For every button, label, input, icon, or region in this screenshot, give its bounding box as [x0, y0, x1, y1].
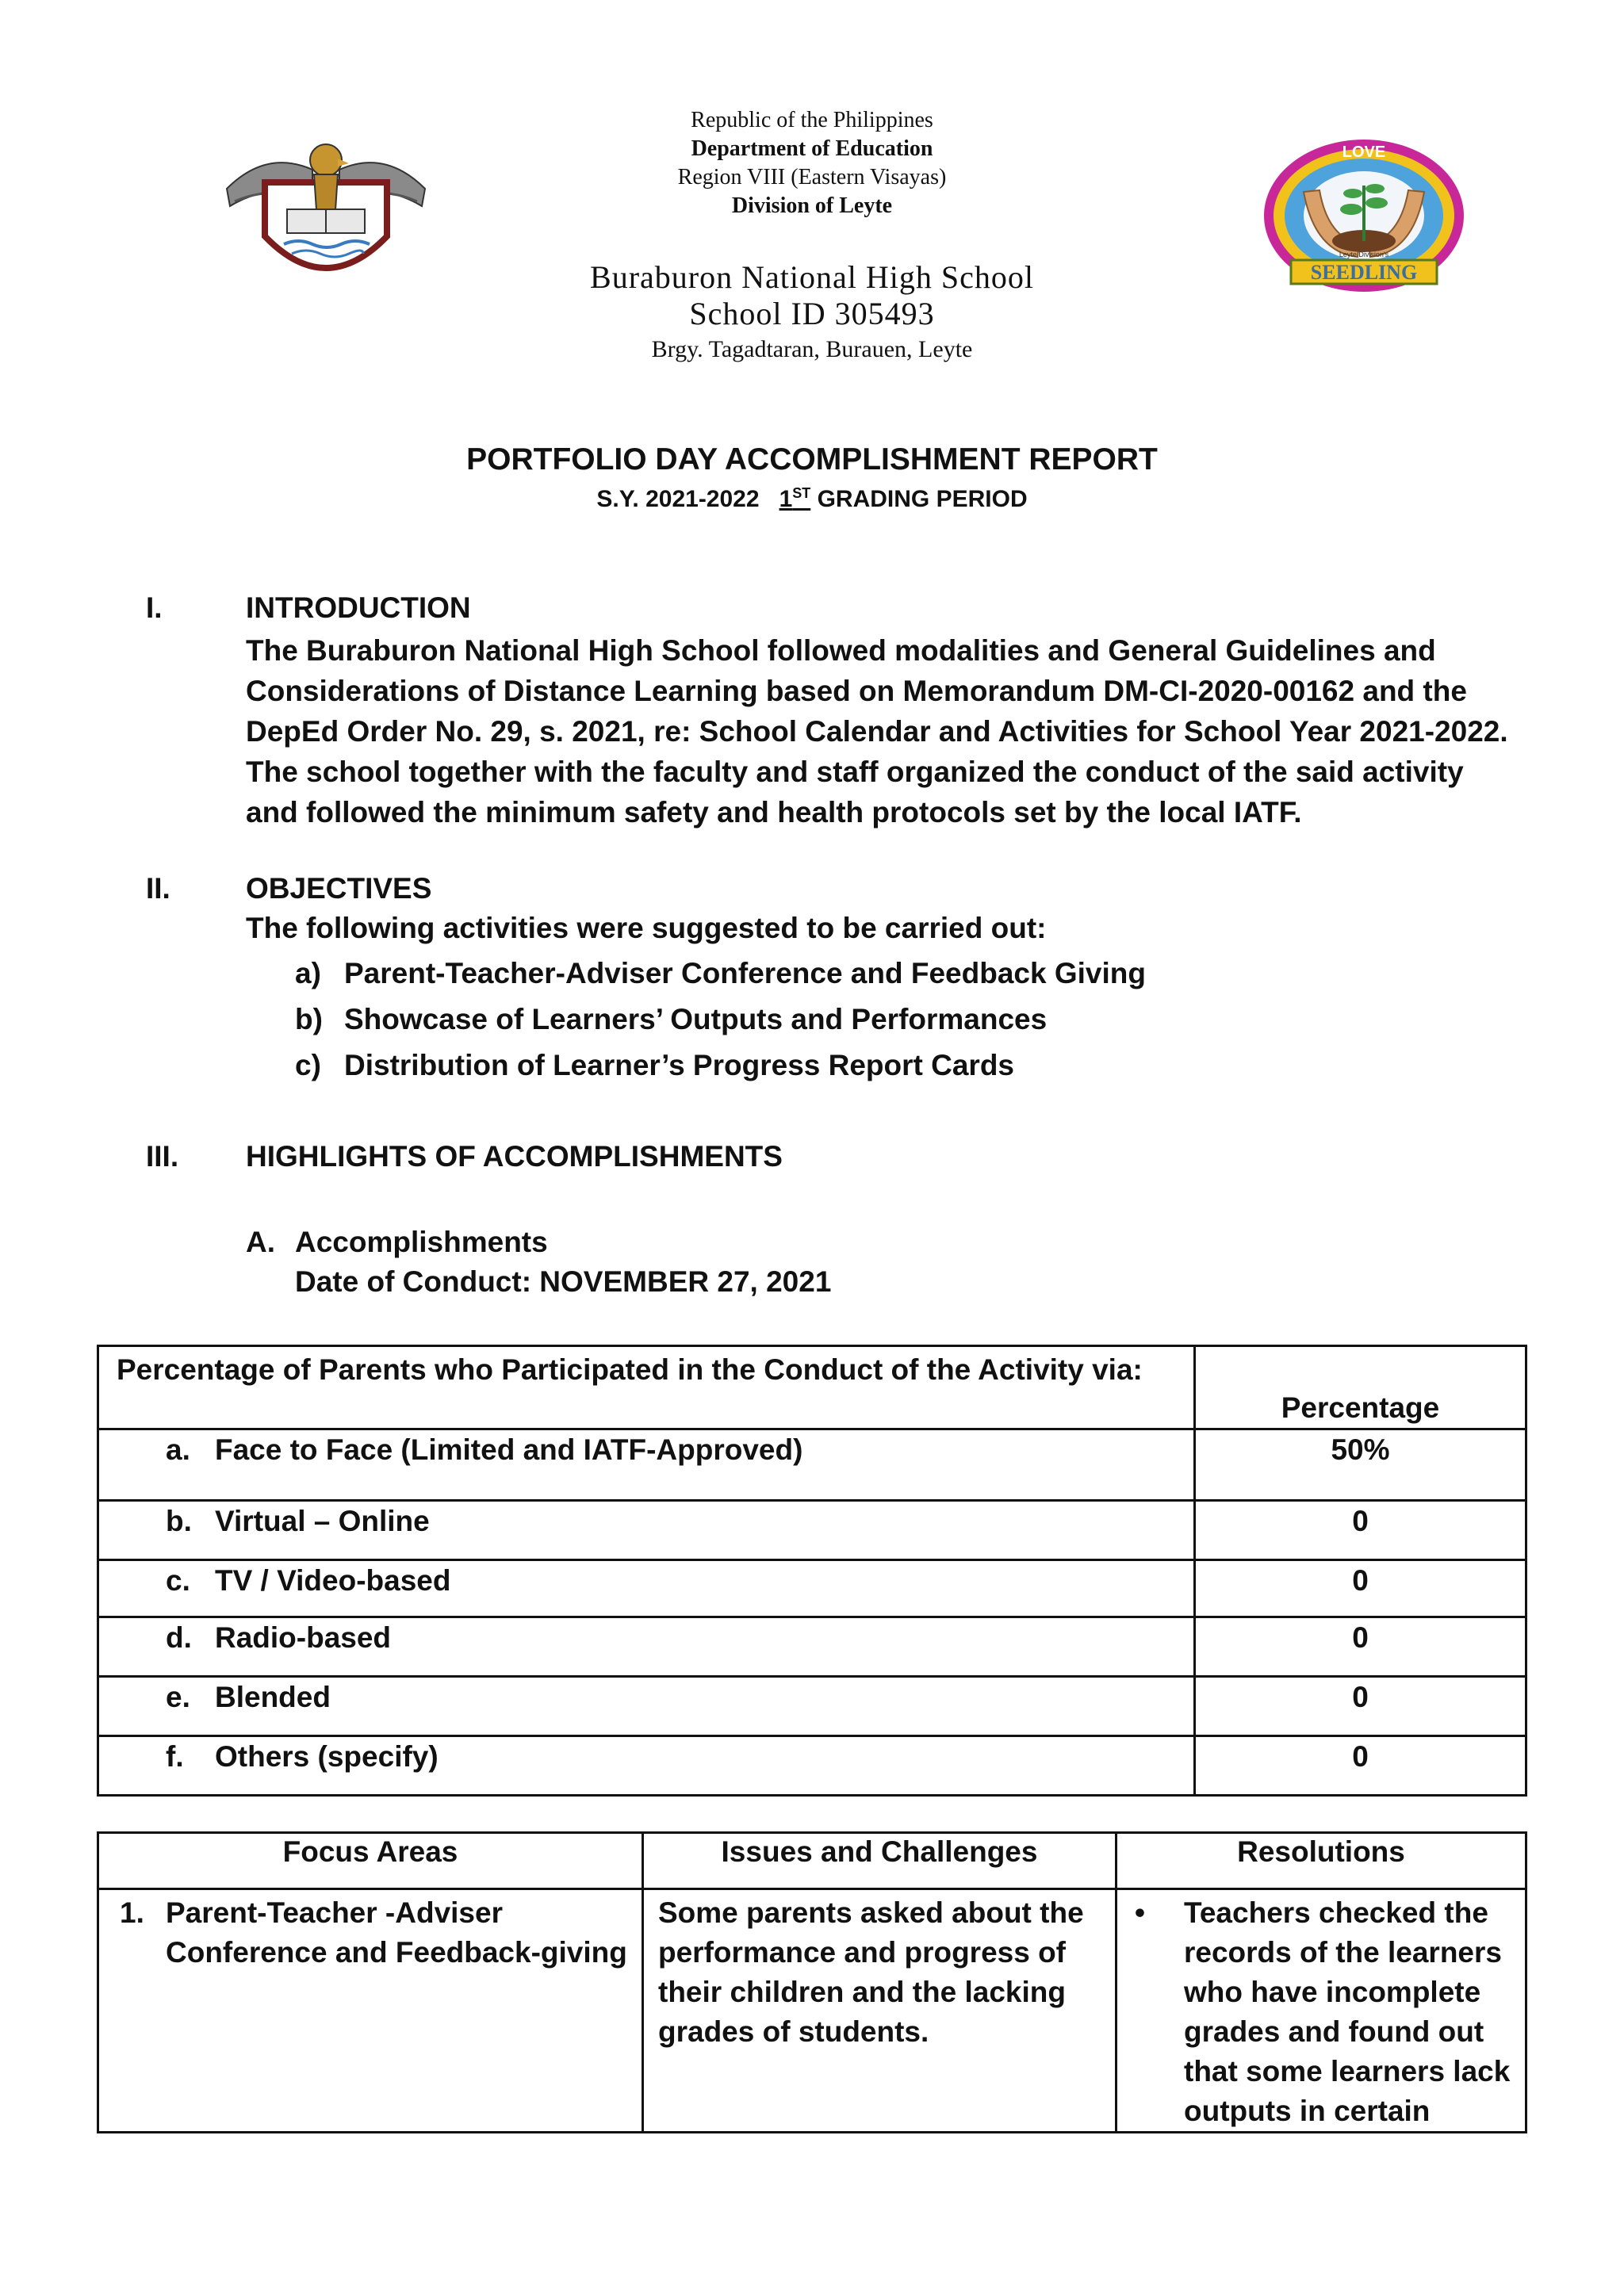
row-marker: e.: [166, 1681, 190, 1713]
participation-header-value: Percentage: [1195, 1346, 1526, 1429]
row-label: Virtual – Online: [215, 1505, 430, 1537]
row-value: 0: [1195, 1560, 1526, 1617]
grading-suffix: ST: [792, 485, 811, 501]
objectives-lead: The following activities were suggested to be carried out:: [246, 912, 1047, 944]
objectives-heading: OBJECTIVES: [246, 872, 432, 905]
row-value: 0: [1195, 1736, 1526, 1796]
table-header-row: [98, 1346, 1526, 1429]
focus-areas-table: [97, 1831, 1527, 2133]
intro-line: Considerations of Distance Learning based on Memorandum DM-CI-2020-00162 and the: [246, 675, 1467, 707]
department-line: Department of Education: [691, 136, 933, 161]
table-row: [98, 1617, 1526, 1677]
date-of-conduct: Date of Conduct: NOVEMBER 27, 2021: [295, 1265, 832, 1298]
participation-table: [97, 1345, 1527, 1797]
intro-line: and followed the minimum safety and health protocols set by the local IATF.: [246, 796, 1302, 828]
intro-line: The Buraburon National High School followed modalities and General Guidelines and: [246, 634, 1436, 667]
focus-header: Focus Areas: [98, 1833, 643, 1889]
row-marker: a.: [166, 1433, 190, 1466]
school-name: Buraburon National High School: [590, 259, 1034, 295]
objective-marker: a): [295, 957, 321, 989]
section-roman-2: II.: [146, 872, 170, 905]
participation-label-cell: [98, 1429, 1195, 1501]
table-row: [98, 1677, 1526, 1736]
objective-item: [295, 1003, 1047, 1036]
issue-text: Some parents asked about the performance and progress of their children and the lacking grades of students.: [643, 1889, 1116, 2133]
row-label: Blended: [215, 1681, 331, 1713]
focus-cell: [98, 1889, 643, 2133]
participation-label-cell: [98, 1617, 1195, 1677]
resolutions-header: Resolutions: [1116, 1833, 1526, 1889]
objective-marker: b): [295, 1003, 323, 1035]
republic-line: Republic of the Philippines: [691, 108, 933, 132]
intro-line: DepEd Order No. 29, s. 2021, re: School Calendar and Activities for School Year 2021-2022.: [246, 715, 1508, 748]
school-address: Brgy. Tagadtaran, Burauen, Leyte: [651, 336, 973, 362]
table-row: [98, 1429, 1526, 1501]
region-line: Region VIII (Eastern Visayas): [677, 165, 947, 189]
table-row: [98, 1736, 1526, 1796]
focus-text: Parent-Teacher -Adviser Conference and Feedback-giving: [166, 1896, 627, 1969]
participation-label-cell: [98, 1560, 1195, 1617]
row-value: 50%: [1195, 1429, 1526, 1501]
row-marker: c.: [166, 1564, 190, 1597]
row-marker: f.: [166, 1740, 184, 1773]
objective-text: Parent-Teacher-Adviser Conference and Feedback Giving: [344, 957, 1146, 989]
section-roman-1: I.: [146, 591, 163, 624]
accomplishments-subheading: [246, 1226, 548, 1259]
issues-header: Issues and Challenges: [643, 1833, 1116, 1889]
grading-ordinal: [779, 486, 811, 512]
sub-marker: A.: [246, 1226, 275, 1258]
row-marker: b.: [166, 1505, 192, 1537]
logo-love-text: LOVE: [1342, 144, 1386, 161]
resolution-text: Teachers checked the records of the learners who have incomplete grades and found out that some learners lack outputs in certain: [1184, 1896, 1511, 2127]
division-line: Division of Leyte: [731, 193, 893, 218]
objective-item: [295, 957, 1146, 990]
report-subtitle: [0, 485, 1624, 513]
objective-text: Distribution of Learner’s Progress Report Cards: [344, 1049, 1015, 1081]
grading-period: GRADING PERIOD: [810, 486, 1028, 512]
report-title: PORTFOLIO DAY ACCOMPLISHMENT REPORT: [466, 442, 1158, 476]
participation-label-cell: [98, 1501, 1195, 1560]
intro-paragraph: [246, 630, 1562, 832]
table-row: [98, 1560, 1526, 1617]
intro-line: The school together with the faculty and staff organized the conduct of the said activity: [246, 756, 1464, 788]
objective-text: Showcase of Learners’ Outputs and Performances: [344, 1003, 1048, 1035]
table-row: [98, 1501, 1526, 1560]
row-label: Others (specify): [215, 1740, 439, 1773]
objective-marker: c): [295, 1049, 321, 1081]
row-value: 0: [1195, 1677, 1526, 1736]
row-value: 0: [1195, 1617, 1526, 1677]
row-label: Face to Face (Limited and IATF-Approved): [215, 1433, 803, 1466]
sub-heading-text: Accomplishments: [295, 1226, 548, 1258]
focus-marker: 1.: [120, 1896, 144, 1929]
section-roman-3: III.: [146, 1140, 179, 1173]
table-header-row: [98, 1833, 1526, 1889]
school-year: S.Y. 2021-2022: [596, 486, 760, 512]
row-label: TV / Video-based: [215, 1564, 451, 1597]
resolution-cell: [1116, 1889, 1526, 2133]
row-value: 0: [1195, 1501, 1526, 1560]
highlights-heading: HIGHLIGHTS OF ACCOMPLISHMENTS: [246, 1140, 783, 1173]
participation-label-cell: [98, 1677, 1195, 1736]
logo-banner-text: SEEDLING: [1310, 261, 1418, 284]
bullet-marker: •: [1135, 1896, 1145, 1929]
logo-small-text: Leyte Division's: [1339, 251, 1389, 258]
participation-header-label: Percentage of Parents who Participated in the Conduct of the Activity via:: [98, 1346, 1195, 1429]
objective-item: [295, 1049, 1014, 1082]
row-marker: d.: [166, 1621, 192, 1654]
school-id: School ID 305493: [689, 296, 935, 331]
participation-label-cell: [98, 1736, 1195, 1796]
grading-number: 1: [779, 486, 793, 512]
row-label: Radio-based: [215, 1621, 392, 1654]
intro-heading: INTRODUCTION: [246, 591, 471, 624]
table-row: [98, 1889, 1526, 2133]
